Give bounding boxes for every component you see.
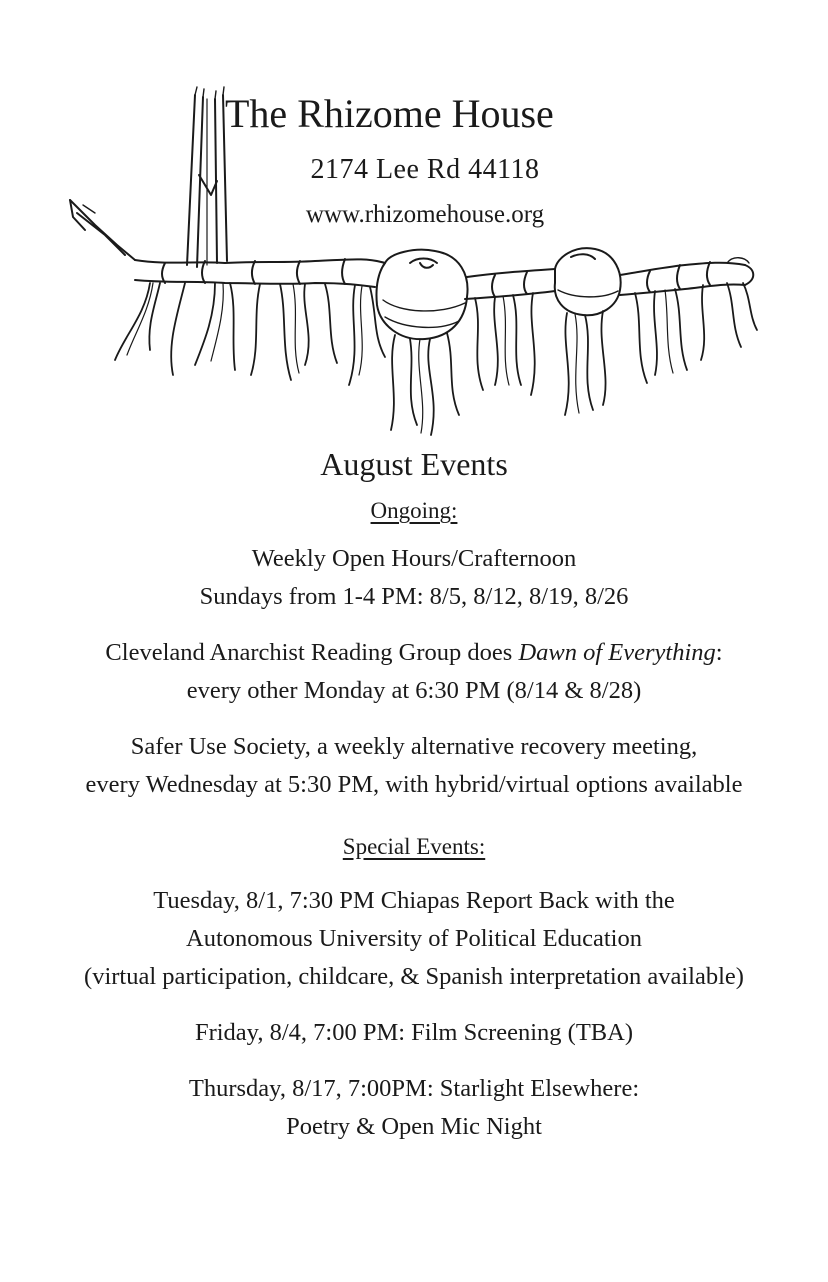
site-title: The Rhizome House — [225, 91, 554, 136]
event-title-suffix: : — [715, 639, 723, 666]
event-schedule-line: every Wednesday at 5:30 PM, with hybrid/virtual options available — [85, 771, 743, 798]
book-title: Dawn of Everything — [518, 639, 716, 666]
event-subtitle-line: Poetry & Open Mic Night — [286, 1113, 542, 1140]
event-schedule-line: every other Monday at 6:30 PM (8/14 & 8/28) — [186, 677, 642, 704]
ongoing-heading: Ongoing: — [370, 498, 458, 523]
website-link[interactable]: www.rhizomehouse.org — [305, 201, 545, 228]
event-organizer-line: Autonomous University of Political Education — [186, 925, 642, 952]
event-chiapas-report — [0, 882, 828, 996]
event-safer-use-society — [0, 728, 828, 804]
events-title: August Events — [320, 446, 508, 482]
event-title-prefix: Cleveland Anarchist Reading Group does — [105, 639, 519, 666]
event-starlight-elsewhere — [0, 1070, 828, 1146]
event-title-line: Safer Use Society, a weekly alternative recovery meeting, — [130, 733, 698, 760]
event-schedule-line: Sundays from 1-4 PM: 8/5, 8/12, 8/19, 8/26 — [199, 583, 629, 610]
event-title-line: Friday, 8/4, 7:00 PM: Film Screening (TBA) — [194, 1019, 634, 1046]
event-open-hours — [0, 540, 828, 616]
event-title-line — [0, 634, 828, 672]
event-reading-group — [0, 634, 828, 710]
event-title-line: Weekly Open Hours/Crafternoon — [251, 545, 577, 572]
event-notes-line: (virtual participation, childcare, & Spanish interpretation available) — [84, 963, 744, 990]
events-section — [0, 442, 828, 1146]
event-title-line: Thursday, 8/17, 7:00PM: Starlight Elsewhere: — [188, 1075, 640, 1102]
address: 2174 Lee Rd 44118 — [310, 154, 540, 185]
event-title-line: Tuesday, 8/1, 7:30 PM Chiapas Report Back with the — [153, 887, 675, 914]
special-events-heading: Special Events: — [342, 834, 486, 859]
event-film-screening — [0, 1014, 828, 1052]
